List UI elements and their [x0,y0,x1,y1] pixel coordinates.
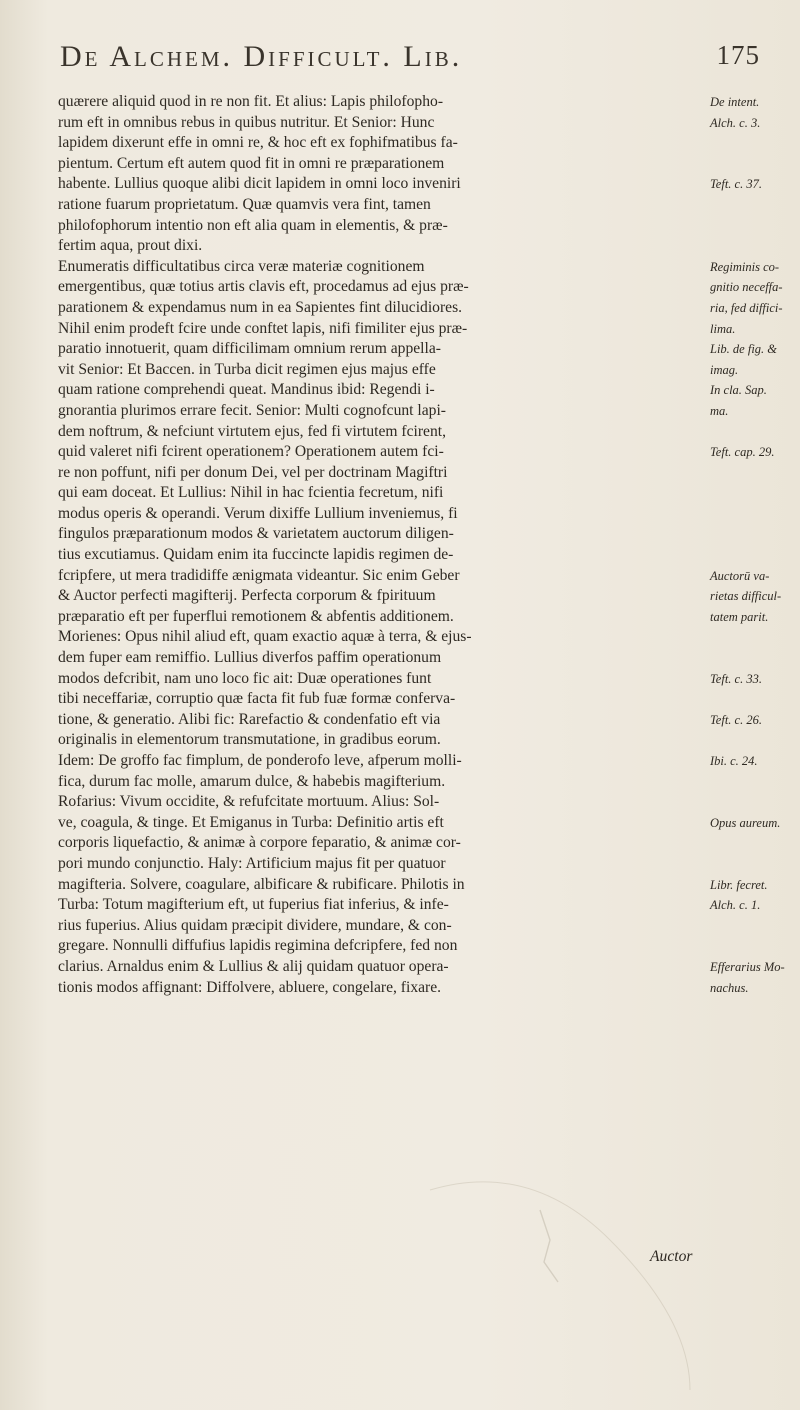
main-text-block [58,92,708,998]
margin-note: ma. [710,404,729,418]
margin-note: Alch. c. 1. [710,898,761,913]
text-line: magifteria. Solvere, coagulare, albificare & rubificare. Philotis in [58,875,465,893]
margin-note: imag. [710,362,739,377]
text-line: Morienes: Opus nihil aliud eft, quam exactio aquæ à terra, & ejus- [58,628,472,646]
text-line: pientum. Certum eft autem quod fit in omni re præparationem [58,154,445,172]
text-line: Enumeratis difficultatibus circa veræ materiæ cognitionem [58,257,425,275]
text-line: tibi neceffariæ, corruptio quæ facta fit fub fuæ formæ conferva- [58,690,456,708]
text-line: Nihil enim prodeft fcire unde conftet lapis, nifi fimiliter ejus præ- [58,319,468,337]
text-line: rius fuperius. Alius quidam præcipit dividere, mundare, & con- [58,916,452,934]
margin-note: Auctorū va- [710,568,770,583]
text-line: corporis liquefactio, & animæ à corpore feparatio, & animæ cor- [58,834,461,852]
text-line: dem fuper eam remiffio. Lullius diverfos paffim operationum [58,649,442,667]
text-line: habente. Lullius quoque alibi dicit lapidem in omni loco inveniri [58,175,461,193]
text-line: originalis in elementorum transmutatione, in gradibus eorum. [58,731,441,749]
text-line: clarius. Arnaldus enim & Lullius & alij quidam quatuor opera- [58,957,449,975]
text-line: emergentibus, quæ totius artis clavis eft, procedamus ad ejus præ- [58,278,469,296]
page-header [60,40,760,80]
text-line: philofophorum intentio non eft alia quam in elementis, & præ- [58,216,448,234]
margin-note: Teft. c. 37. [710,177,762,192]
text-line: gregare. Nonnulli diffufius lapidis regimina defcripfere, fed non [58,937,458,955]
text-line: quid valeret nifi fcirent operationem? Operationem autem fci- [58,443,444,461]
margin-note: Teft. cap. 29. [710,445,775,460]
text-line: Idem: De groffo fac fimplum, de ponderofo leve, afperum molli- [58,752,462,769]
margin-note: Alch. c. 3. [710,115,761,130]
text-line: & Auctor perfecti magifterij. Perfecta corporum & fpirituum [58,587,436,605]
text-line: fingulos præparationum modos & varietatem auctorum diligen- [58,525,454,543]
paper-stain-mark [410,1150,710,1410]
text-line: quam ratione comprehendi queat. Mandinus ibid: Regendi i- [58,381,435,399]
text-line: modos defcribit, nam uno loco fic ait: Duæ operationes funt [58,669,432,687]
text-line: tione, & generatio. Alibi fic: Rarefactio & condenfatio eft via [58,710,441,728]
text-line: fertim aqua, prout dixi. [58,237,203,255]
text-line: fcripfere, ut mera tradidiffe ænigmata videantur. Sic enim Geber [58,566,460,584]
text-line: ratione fuarum proprietatum. Quæ quamvis vera fint, tamen [58,195,431,213]
margin-note: Teft. c. 33. [710,671,762,686]
margin-note: Opus aureum. [710,816,781,830]
margin-note: Lib. de fig. & [710,342,778,357]
margin-note: Efferarius Mo- [710,960,785,975]
text-line: lapidem dixerunt effe in omni re, & hoc eft ex fophifmatibus fa- [58,134,458,152]
text-line: rum eft in omnibus rebus in quibus nutritur. Et Senior: Hunc [58,113,435,131]
margin-note: Ibi. c. 24. [710,754,758,769]
text-line: dem noftrum, & nefciunt virtutem ejus, fed fi virtutem fcirent, [58,422,447,440]
margin-note: rietas difficul- [710,589,782,604]
text-line: quærere aliquid quod in re non fit. Et alius: Lapis philofopho- [58,93,444,110]
margin-note: Libr. fecret. [710,877,768,892]
text-line: modus operis & operandi. Verum dixiffe Lullium inveniemus, fi [58,504,458,522]
text-line: gnorantia plurimos errare fecit. Senior: Multi cognofcunt lapi- [58,401,446,419]
margin-note: nachus. [710,980,749,995]
text-line: qui eam doceat. Et Lullius: Nihil in hac fcientia fecretum, nifi [58,484,444,502]
margin-note: Teft. c. 26. [710,713,762,727]
text-line: Turba: Totum magifterium eft, ut fuperius fiat inferius, & infe- [58,896,449,914]
margin-note: ria, fed diffici- [710,301,783,315]
margin-note: Regiminis co- [710,259,780,274]
text-line: parationem & expendamus num in ea Sapientes fint dilucidiores. [58,298,463,316]
margin-note: De intent. [710,95,760,109]
text-line: præparatio eft per fuperflui remotionem & abfentis additionem. [58,607,454,625]
text-line: re non poffunt, nifi per donum Dei, vel per doctrinam Magiftri [58,463,448,481]
page-number: 175 [716,40,760,70]
text-line: Rofarius: Vivum occidite, & refufcitate mortuum. Alius: Sol- [58,793,440,811]
margin-note: gnitio neceffa- [710,280,783,295]
text-line: vit Senior: Et Baccen. in Turba dicit regimen ejus majus effe [58,360,436,378]
text-line: tius excutiamus. Quidam enim ita fuccincte lapidis regimen de- [58,546,454,564]
text-line: fica, durum fac molle, amarum dulce, & habebis magifterium. [58,772,446,790]
catchword: Auctor [650,1248,693,1265]
margin-note: tatem parit. [710,610,769,624]
text-line: tionis modos affignant: Diffolvere, abluere, congelare, fixare. [58,978,442,996]
text-line: pori mundo conjunctio. Haly: Artificium majus fit per quatuor [58,854,446,872]
text-line: paratio innotuerit, quam difficilimam omnium rerum appella- [58,340,441,358]
running-title: De Alchem. Difficult. Lib. [60,40,463,73]
text-line: ve, coagula, & tinge. Et Emiganus in Turba: Definitio artis eft [58,813,444,831]
margin-note: lima. [710,321,736,336]
margin-note: In cla. Sap. [710,383,767,398]
